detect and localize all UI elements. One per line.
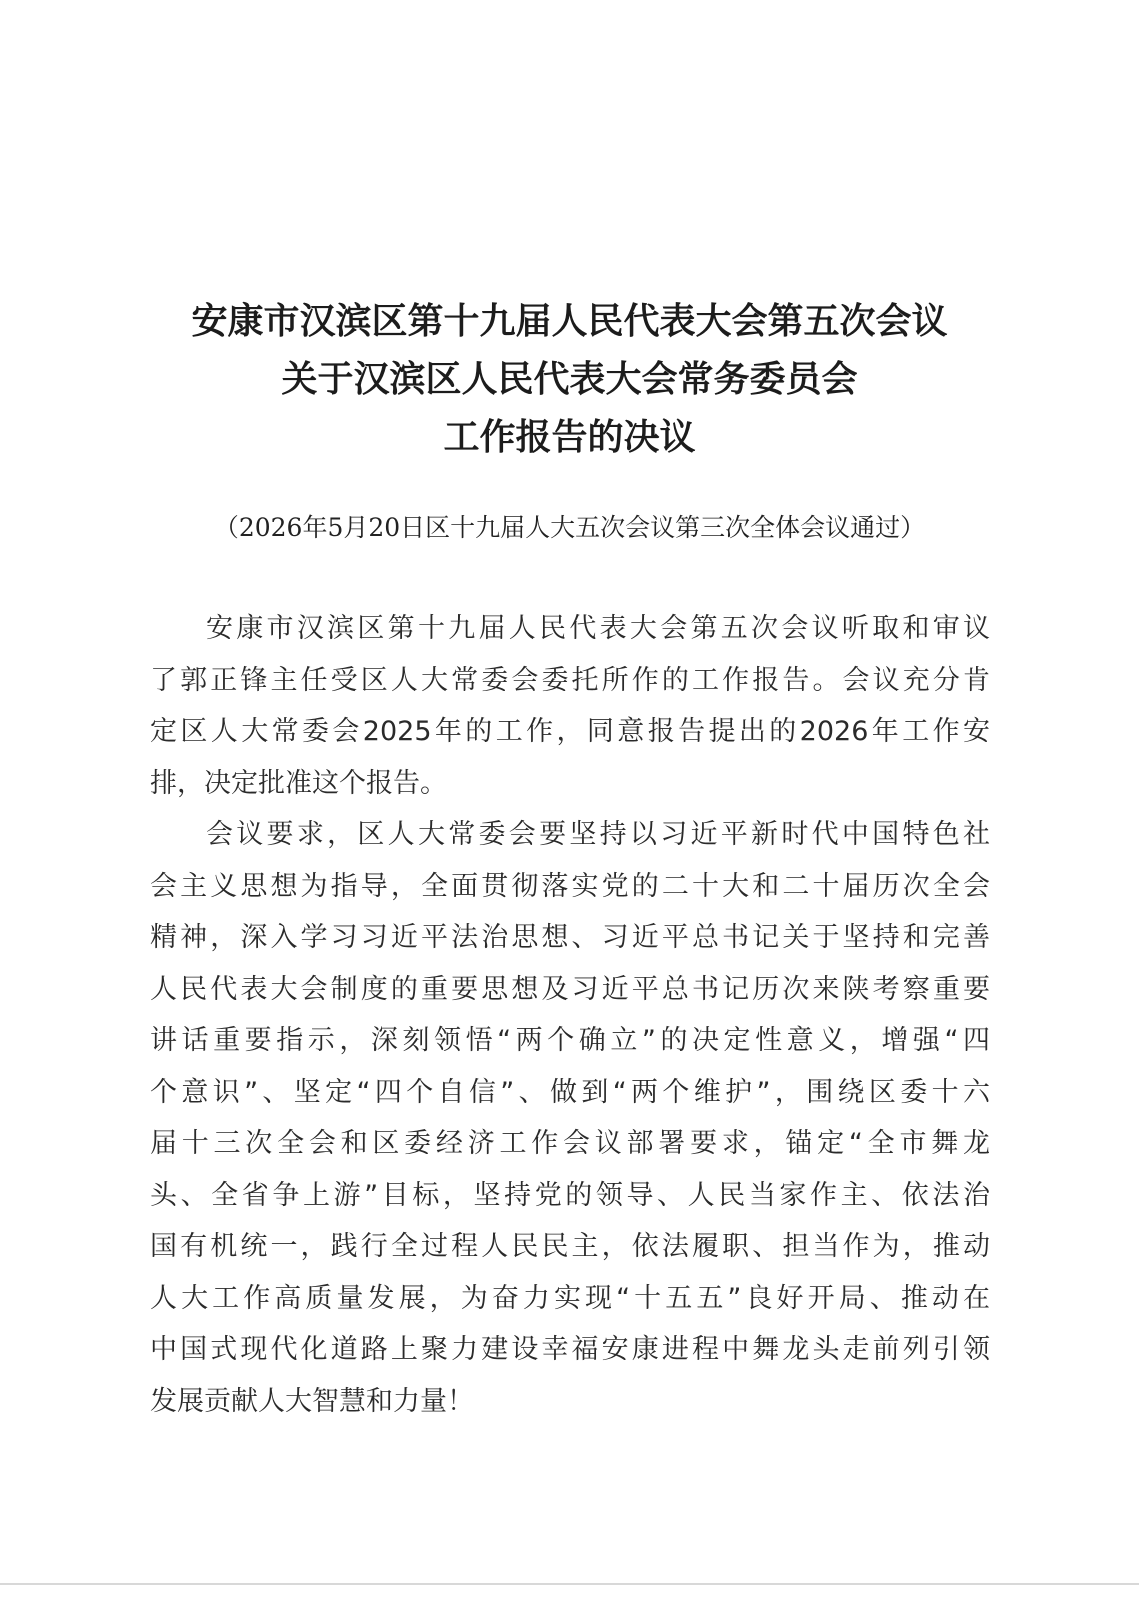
- document-title: [0, 292, 1139, 466]
- paragraph-line: 中国式现代化道路上聚力建设幸福安康进程中舞龙头走前列引领: [150, 1334, 990, 1365]
- paragraph-line: 了郭正锋主任受区人大常委会委托所作的工作报告。会议充分肯: [150, 664, 990, 696]
- title-line-2: 关于汉滨区人民代表大会常务委员会: [281, 358, 858, 400]
- paragraph-line: 人民代表大会制度的重要思想及习近平总书记历次来陕考察重要: [150, 973, 990, 1005]
- paragraph-1: [150, 603, 990, 809]
- paragraph-line: 届十三次全会和区委经济工作会议部署要求，锚定“全市舞龙: [150, 1128, 990, 1159]
- document-subtitle: （2026年5月20日区十九届人大五次会议第三次全体会议通过）: [213, 513, 926, 542]
- title-line-3: 工作报告的决议: [443, 416, 696, 458]
- paragraph-line: 讲话重要指示，深刻领悟“两个确立”的决定性意义，增强“四: [150, 1025, 990, 1056]
- paragraph-line: 人大工作高质量发展，为奋力实现“十五五”良好开局、推动在: [150, 1282, 990, 1314]
- paragraph-line: 个意识”、坚定“四个自信”、做到“两个维护”，围绕区委十六: [150, 1076, 990, 1108]
- paragraph-line: 头、全省争上游”目标，坚持党的领导、人民当家作主、依法治: [150, 1179, 990, 1211]
- paragraph-line: 发展贡献人大智慧和力量！: [150, 1385, 474, 1417]
- paragraph-line: 会议要求，区人大常委会要坚持以习近平新时代中国特色社: [206, 819, 990, 850]
- document-body: [150, 603, 990, 1427]
- paragraph-line: 会主义思想为指导，全面贯彻落实党的二十大和二十届历次全会: [150, 870, 990, 902]
- page-bottom-divider: [0, 1583, 1139, 1585]
- paragraph-line: 定区人大常委会2025年的工作，同意报告提出的2026年工作安: [150, 716, 990, 747]
- paragraph-line: 精神，深入学习习近平法治思想、习近平总书记关于坚持和完善: [150, 922, 990, 953]
- paragraph-line: 排，决定批准这个报告。: [150, 767, 447, 799]
- paragraph-line: 国有机统一，践行全过程人民民主，依法履职、担当作为，推动: [150, 1231, 990, 1262]
- title-line-1: 安康市汉滨区第十九届人民代表大会第五次会议: [191, 300, 948, 342]
- paragraph-2: [150, 809, 990, 1427]
- paragraph-line: 安康市汉滨区第十九届人民代表大会第五次会议听取和审议: [206, 613, 990, 644]
